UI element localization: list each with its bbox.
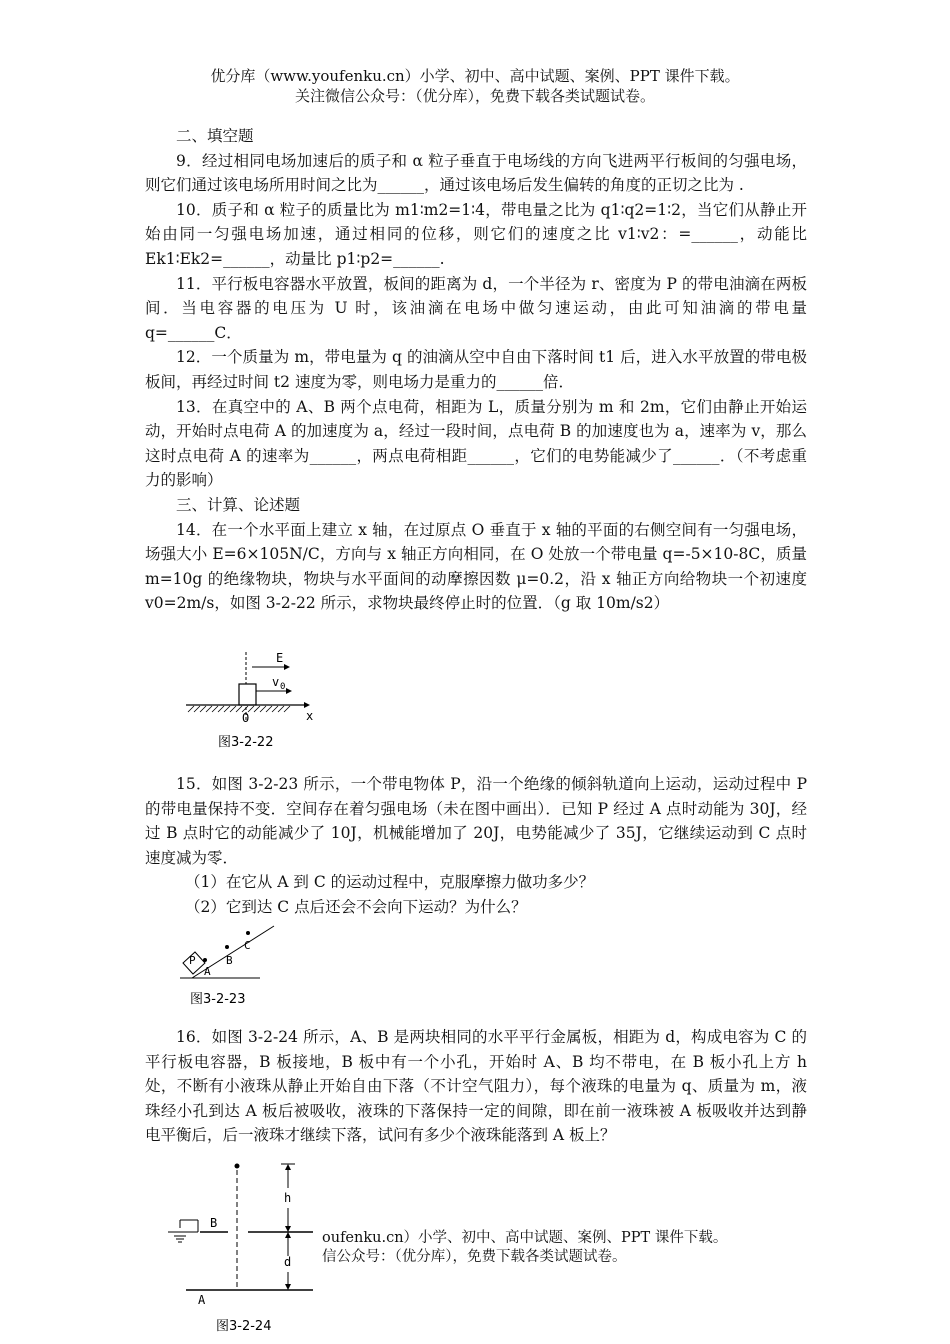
question-16: 16．如图 3-2-24 所示，A、B 是两块相同的水平平行金属板，相距为 d，构成电容为 C 的平行板电容器，B 板接地，B 板中有一个小孔，开始时 A、B 均不带电，在 B 板小孔上方 h 处，不断有小液珠从静止开始自由下落（不计空气阻力），每个液珠的电量为 q、质量为 m，液珠经小孔到达 A 板后被吸收，液珠的下落保持一定的间隙，即在前一液珠被 A 板吸收并达到静电平衡后，后一液珠才继续下落，试问有多少个液珠能落到 A 板上？ <box>145 1028 807 1145</box>
point-C-label: C <box>244 939 251 952</box>
distance-d-label: d <box>284 1255 292 1269</box>
question-10: 10．质子和 α 粒子的质量比为 m1∶m2=1∶4，带电量之比为 q1∶q2=1∶2，当它们从静止开始由同一匀强电场加速，通过相同的位移，则它们的速度之比 v1∶v2：=______，动能比 Ek1∶Ek2=______，动量比 p1∶p2=______. <box>145 200 807 268</box>
question-12: 12．一个质量为 m，带电量为 q 的油滴从空中自由下落时间 t1 后，进入水平放置的带电极板间，再经过时间 t2 速度为零，则电场力是重力的______倍． <box>145 348 807 391</box>
figure-3-2-23 <box>178 922 278 1010</box>
figure-3-2-22 <box>180 650 330 752</box>
questions-block-2 <box>145 772 807 920</box>
section-calc-heading: 三、计算、论述题 <box>176 495 301 514</box>
point-B-label: B <box>226 954 233 967</box>
question-15: 15．如图 3-2-23 所示，一个带电物体 P，沿一个绝缘的倾斜轨道向上运动，运动过程中 P 的带电量保持不变．空间存在着匀强电场（未在图中画出）．已知 P 经过 A 点时动能为 30J，经过 B 点时它的动能减少了 10J，机械能增加了 20J，电势能减少了 35J，它继续运动到 C 点时速度减为零． <box>145 775 807 867</box>
plate-B-label: B <box>210 1216 218 1230</box>
velocity-subscript: 0 <box>280 682 286 692</box>
velocity-label: v <box>272 675 280 689</box>
figure-3-2-24 <box>158 1158 328 1338</box>
height-h-label: h <box>284 1191 292 1205</box>
question-13: 13．在真空中的 A、B 两个点电荷，相距为 L，质量分别为 m 和 2m，它们由静止开始运动，开始时点电荷 A 的加速度为 a，经过一段时间，点电荷 B 的加速度也为 a，速率为 v，那么这时点电荷 A 的速率为______，两点电荷相距______，它们的电势能减少了______．（不考虑重力的影响） <box>145 397 807 490</box>
question-11: 11．平行板电容器水平放置，板间的距离为 d，一个半径为 r、密度为 P 的带电油滴在两板间．当电容器的电压为 U 时，该油滴在电场中做匀速运动，由此可知油滴的带电量 q=______C． <box>145 274 807 342</box>
origin-label: O <box>242 711 250 725</box>
questions-block-3 <box>145 1025 807 1148</box>
block <box>239 684 256 705</box>
question-15-part-2: （2）它到达 C 点后还会不会向下运动？为什么？ <box>185 897 527 916</box>
figure-3-2-23-caption: 图3-2-23 <box>190 992 246 1007</box>
page-footer-line1: oufenku.cn）小学、初中、高中试题、案例、PPT 课件下载。 <box>322 1230 728 1246</box>
page-footer-line2: 信公众号：（优分库），免费下载各类试题试卷。 <box>322 1249 627 1265</box>
page-header-line2: 关注微信公众号：（优分库），免费下载各类试题试卷。 <box>294 87 655 105</box>
body-P-label: P <box>189 954 196 967</box>
question-9: 9．经过相同电场加速后的质子和 α 粒子垂直于电场线的方向飞进两平行板间的匀强电场，则它们通过该电场所用时间之比为______，通过该电场后发生偏转的角度的正切之比为 . <box>145 151 807 195</box>
field-E-label: E <box>276 651 284 665</box>
section-fill-heading: 二、填空题 <box>176 127 254 145</box>
point-A-label: A <box>204 965 211 978</box>
page-header-line1: 优分库（www.youfenku.cn）小学、初中、高中试题、案例、PPT 课件下载。 <box>210 67 740 85</box>
question-14: 14．在一个水平面上建立 x 轴，在过原点 O 垂直于 x 轴的平面的右侧空间有一匀强电场，场强大小 E=6×105N/C，方向与 x 轴正方向相同，在 O 处放一个带电量 q=-5×10-8C，质量 m=10g 的绝缘物块，物块与水平面间的动摩擦因数 μ=0.2，沿 x 轴正方向给物块一个初速度 v0=2m/s，如图 3-2-22 所示，求物块最终停止时的位置．（g 取 10m/s2） <box>145 520 807 613</box>
questions-block-1 <box>145 124 807 616</box>
question-15-part-1: （1）在它从 A 到 C 的运动过程中，克服摩擦力做功多少？ <box>185 873 595 892</box>
x-axis-label: x <box>306 709 314 723</box>
plate-A-label: A <box>198 1293 206 1307</box>
figure-3-2-24-caption: 图3-2-24 <box>216 1319 272 1334</box>
figure-3-2-22-caption: 图3-2-22 <box>218 735 274 750</box>
